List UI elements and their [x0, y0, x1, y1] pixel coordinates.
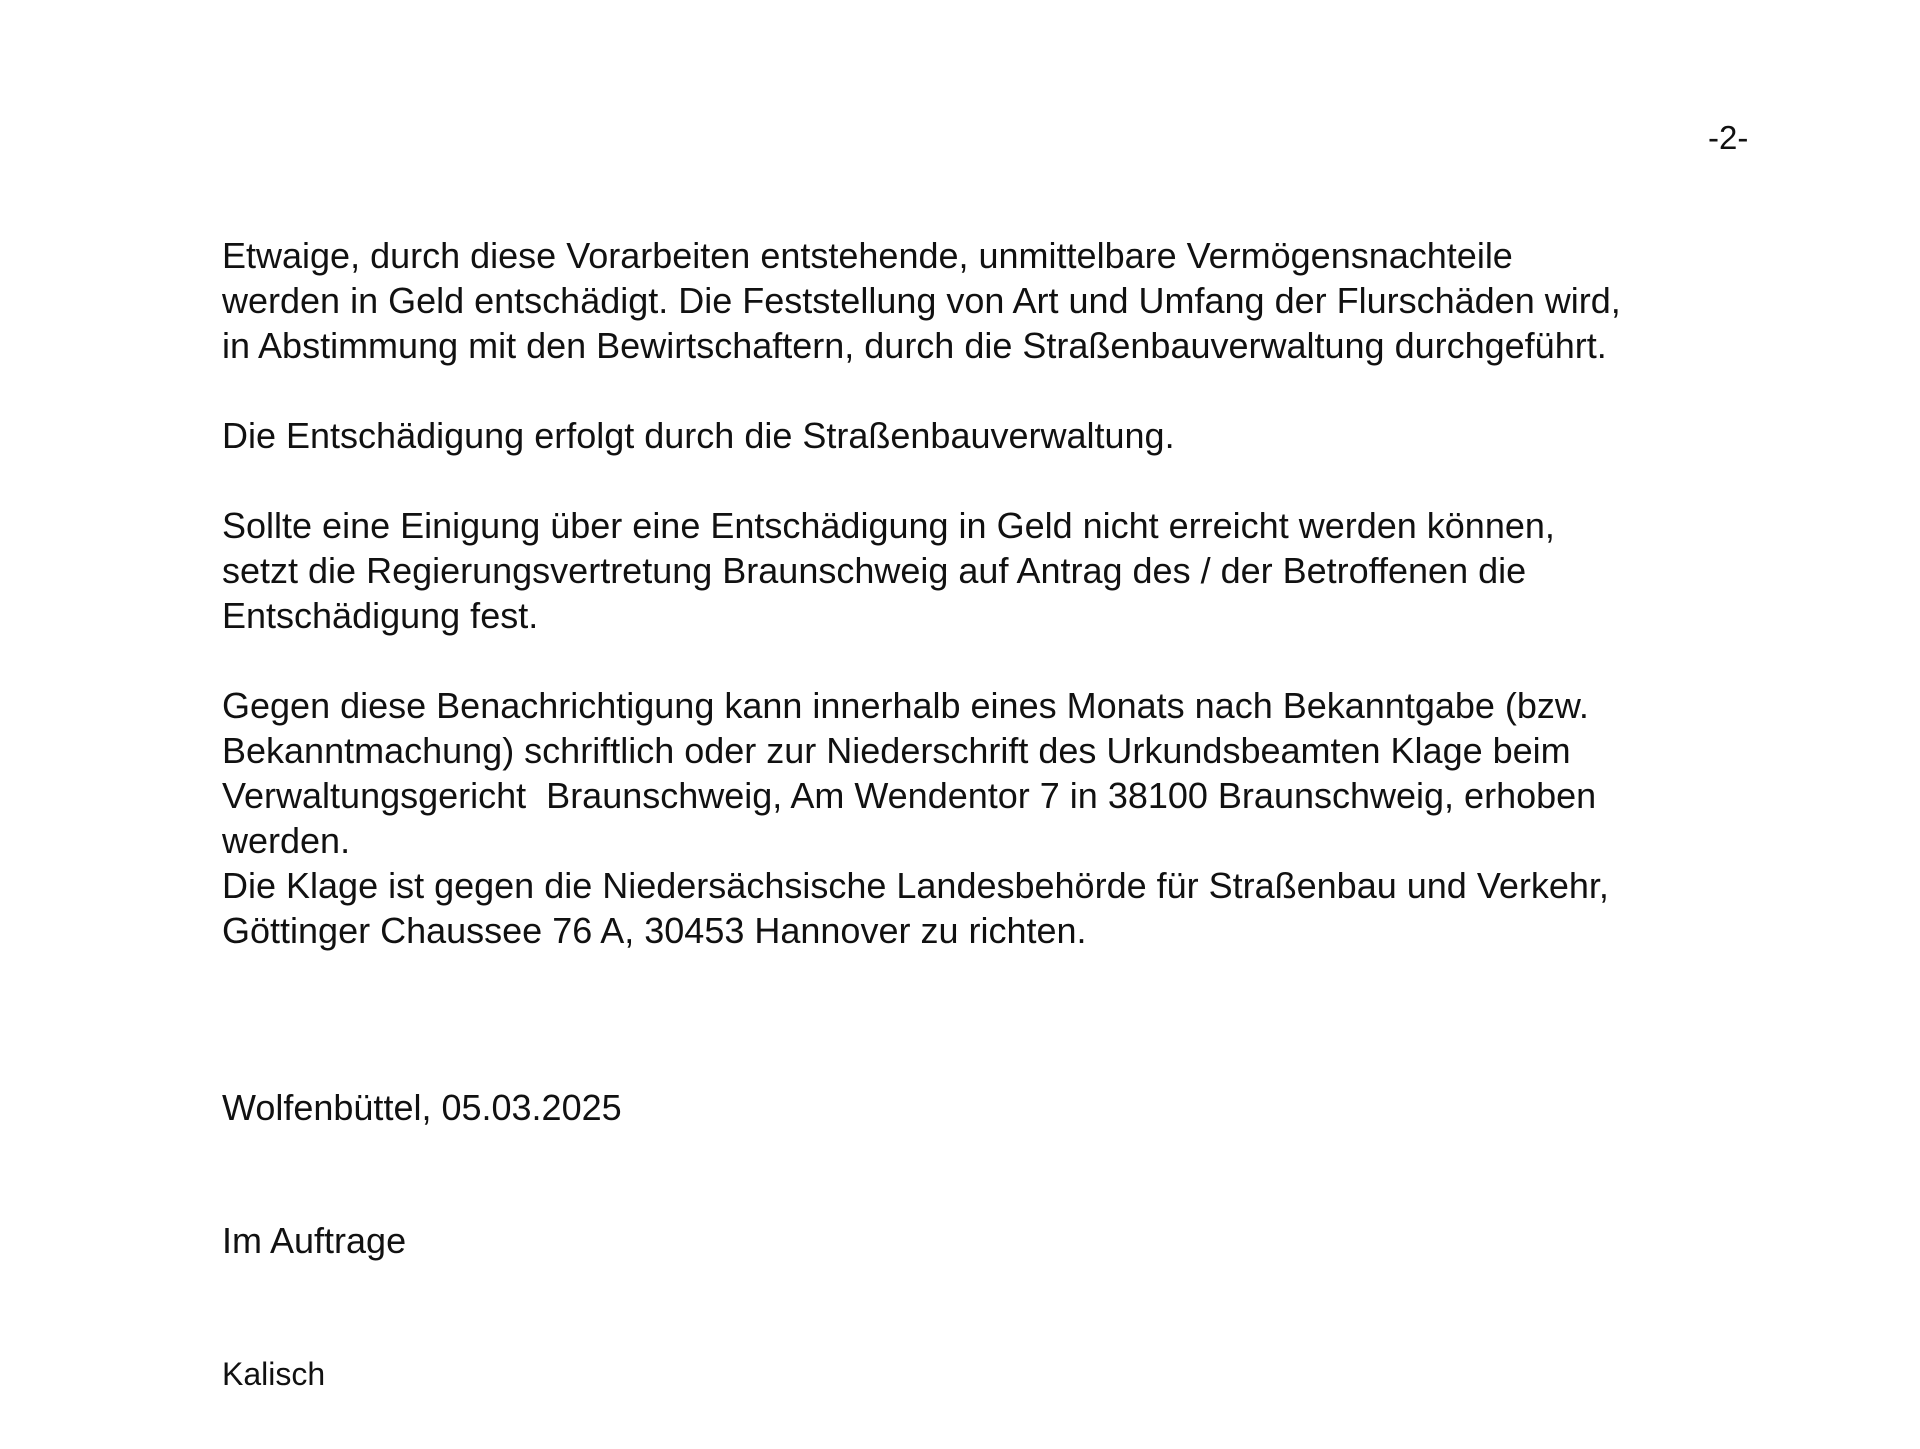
text-line: werden.: [222, 820, 351, 861]
text-line: Etwaige, durch diese Vorarbeiten entstehende, unmittelbare Vermögensnachteile: [222, 235, 1513, 276]
letter-body: [222, 233, 1782, 953]
text-line: Göttinger Chaussee 76 A, 30453 Hannover zu richten.: [222, 910, 1087, 951]
text-line: Bekanntmachung) schriftlich oder zur Niederschrift des Urkundsbeamten Klage beim: [222, 730, 1571, 771]
text-line: Die Klage ist gegen die Niedersächsische Landesbehörde für Straßenbau und Verkehr,: [222, 865, 1609, 906]
place-and-date: Wolfenbüttel, 05.03.2025: [222, 1087, 622, 1128]
paragraph-spacer: [222, 368, 1782, 413]
paragraph-agreement: [222, 503, 1782, 638]
text-line: Gegen diese Benachrichtigung kann innerhalb eines Monats nach Bekanntgabe (bzw.: [222, 685, 1589, 726]
text-line: werden in Geld entschädigt. Die Feststellung von Art und Umfang der Flurschäden wird,: [222, 280, 1621, 321]
text-line: in Abstimmung mit den Bewirtschaftern, durch die Straßenbauverwaltung durchgeführt.: [222, 325, 1607, 366]
text-line: Verwaltungsgericht Braunschweig, Am Wendentor 7 in 38100 Braunschweig, erhoben: [222, 775, 1597, 816]
paragraph-authority: [222, 413, 1782, 458]
paragraph-compensation: [222, 233, 1782, 368]
closing-phrase: Im Auftrage: [222, 1220, 407, 1261]
paragraph-spacer: [222, 638, 1782, 683]
text-line: Entschädigung fest.: [222, 595, 539, 636]
page-number: -2-: [1708, 119, 1749, 156]
text-line: setzt die Regierungsvertretung Braunschweig auf Antrag des / der Betroffenen die: [222, 550, 1527, 591]
text-line: Die Entschädigung erfolgt durch die Straßenbauverwaltung.: [222, 415, 1175, 456]
text-line: Sollte eine Einigung über eine Entschädigung in Geld nicht erreicht werden können,: [222, 505, 1555, 546]
paragraph-legal-remedy: [222, 683, 1782, 953]
signer-name: Kalisch: [222, 1356, 326, 1392]
paragraph-spacer: [222, 458, 1782, 503]
